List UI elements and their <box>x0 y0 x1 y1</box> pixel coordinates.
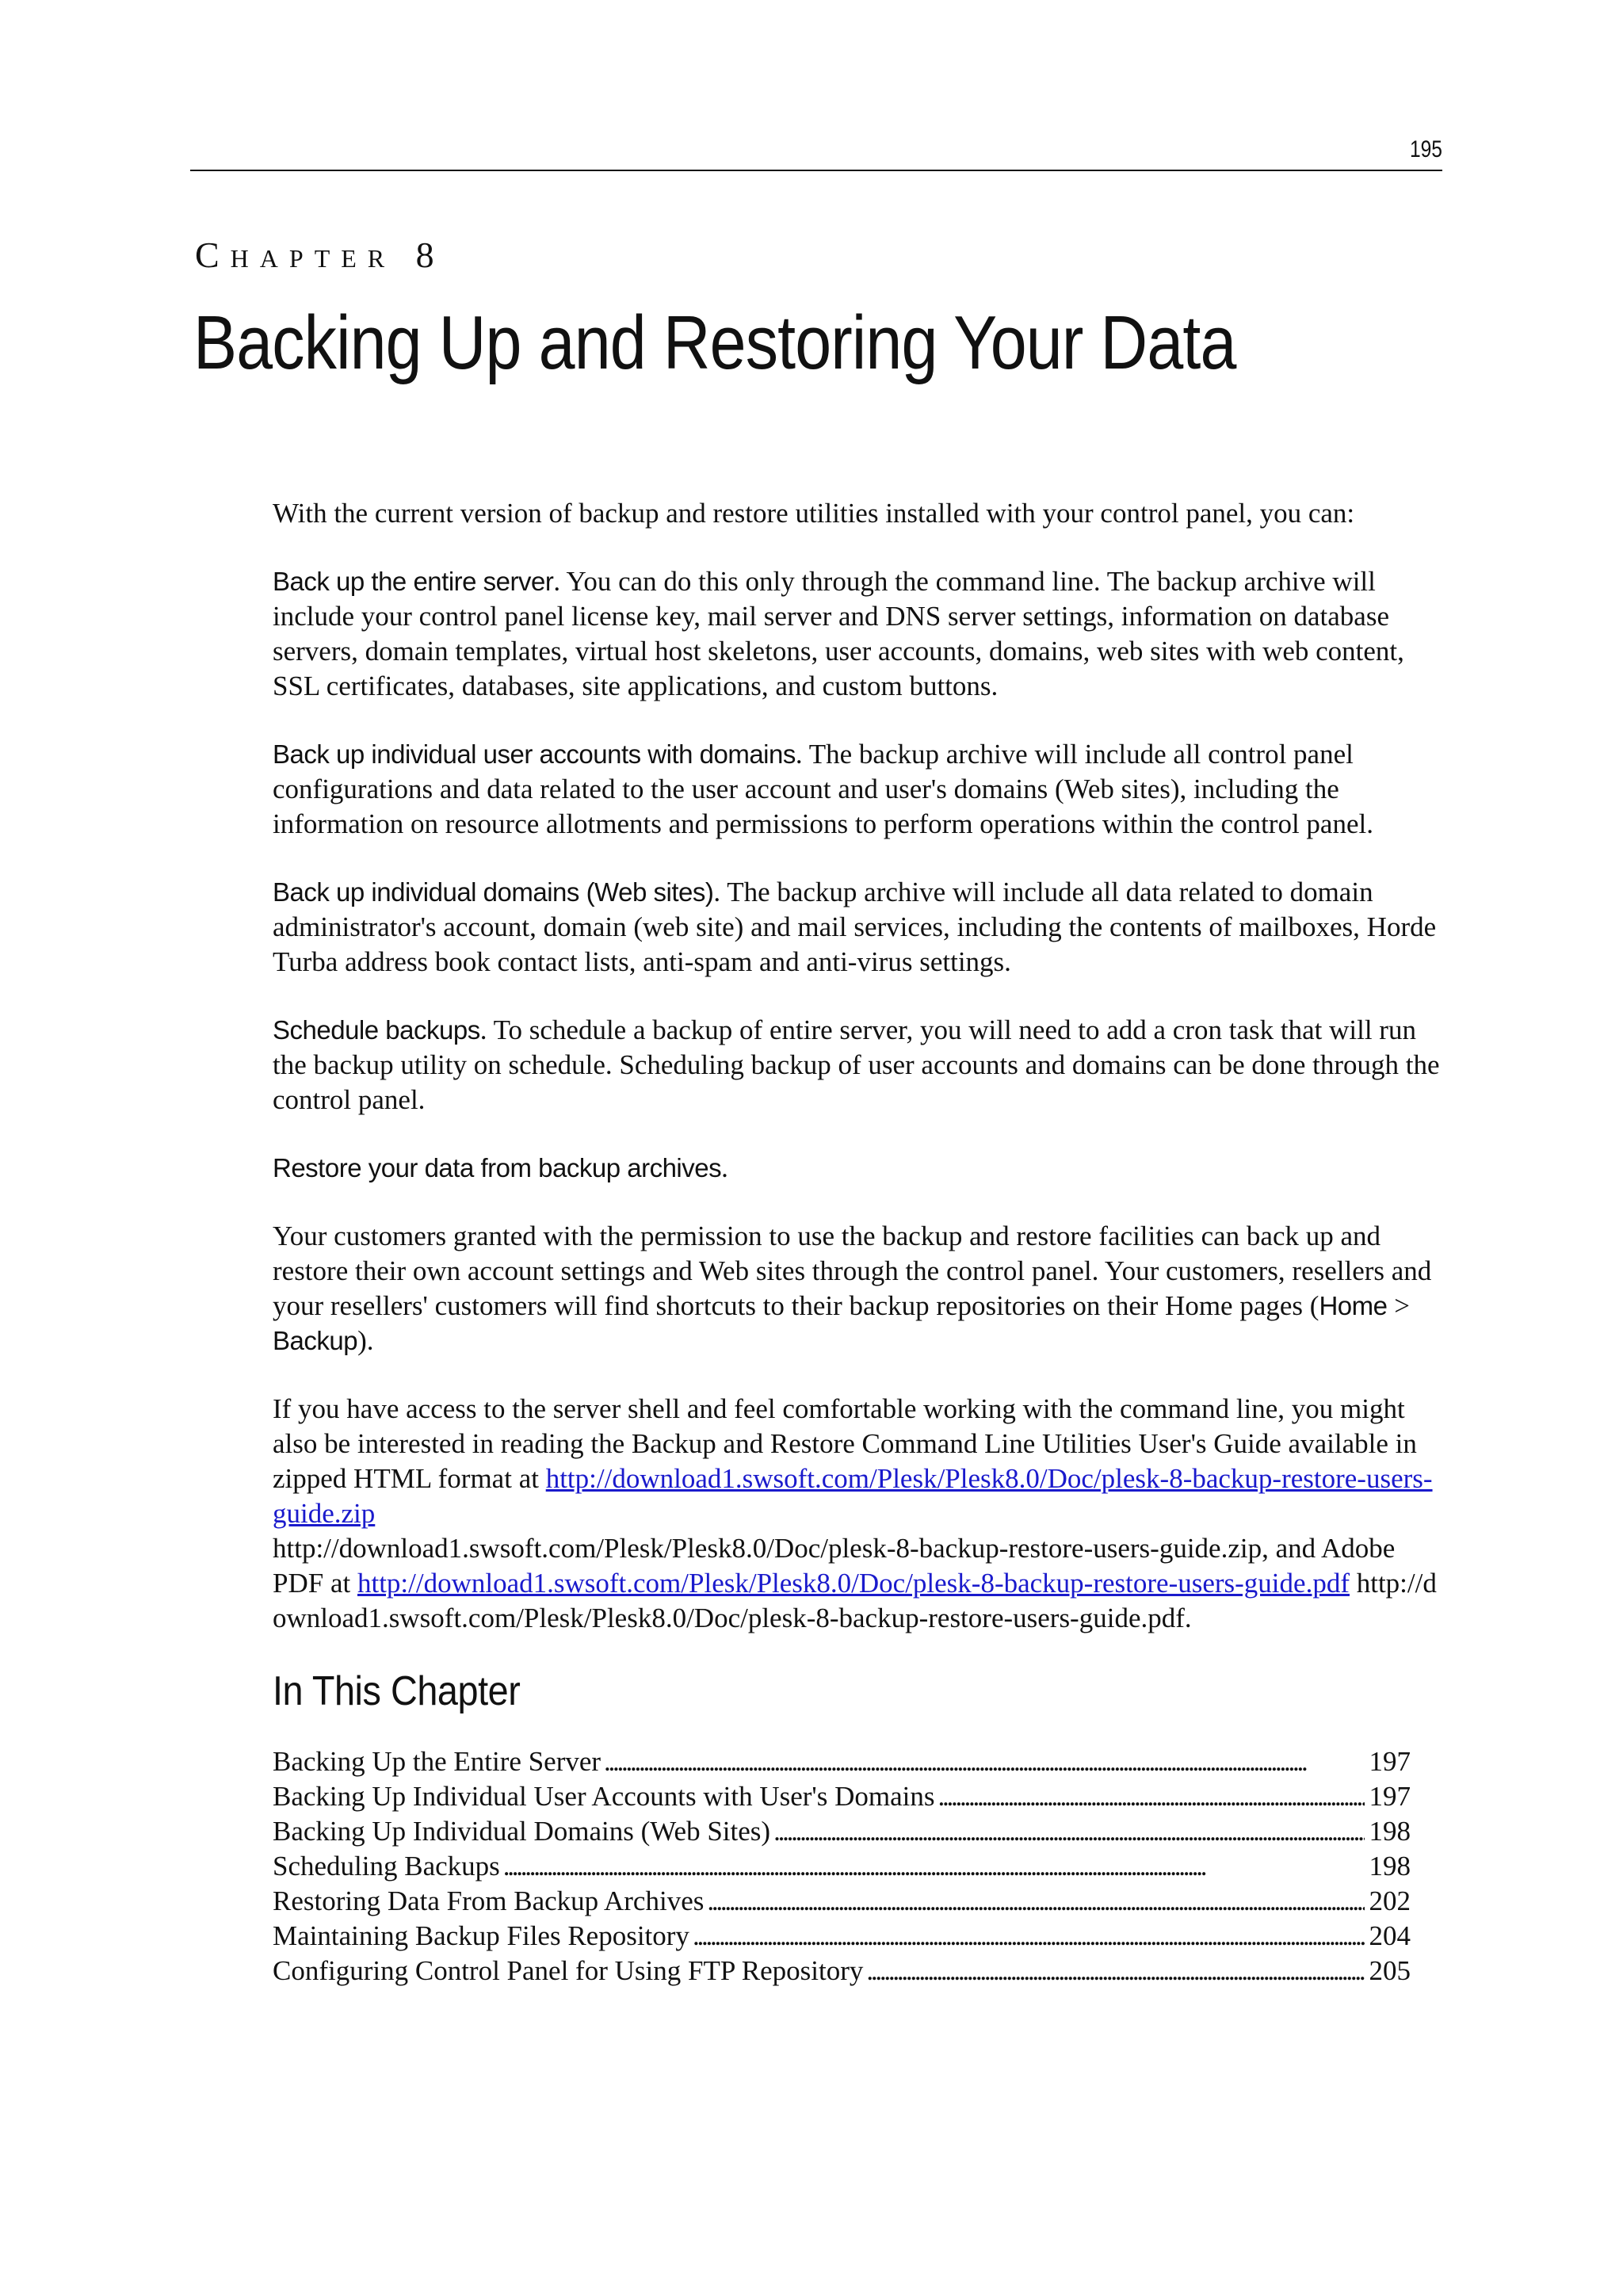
toc-entry-title: Backing Up Individual User Accounts with User's Domains <box>273 1781 935 1813</box>
pdf-guide-url-text: http://download1.swsoft.com/Plesk/Plesk8.0/Doc/plesk-8-backup-restore-users-guide.pdf <box>273 1568 1437 1633</box>
toc-entry-title: Restoring Data From Backup Archives <box>273 1885 705 1917</box>
feature-backup-user-accounts <box>273 737 1445 842</box>
nav-separator: > <box>1387 1290 1410 1321</box>
toc-entry-title: Backing Up Individual Domains (Web Sites) <box>273 1816 771 1847</box>
chapter-body <box>273 496 1445 1988</box>
toc-entry[interactable] <box>273 1779 1411 1814</box>
feature-term: Back up individual domains (Web sites) <box>273 877 714 907</box>
toc-entry-title: Maintaining Backup Files Repository <box>273 1920 689 1952</box>
intro-paragraph: With the current version of backup and restore utilities installed with your control panel, you can: <box>273 498 1355 529</box>
feature-description: . You can do this only through the command line. The backup archive will include your control panel license key, mail server and DNS server settings, information on database servers, domain templates, virtual host skeletons, user accounts, domains, web sites with web content, SSL certificates, databases, site applications, and custom buttons. <box>273 566 1404 701</box>
toc-entry-page: 205 <box>1369 1955 1411 1987</box>
toc-entry[interactable] <box>273 1919 1411 1954</box>
toc-dot-leader <box>503 1849 1365 1884</box>
feature-restore-data <box>273 1151 1445 1186</box>
toc-entry-page: 198 <box>1369 1816 1411 1847</box>
toc-dot-leader <box>693 1919 1365 1954</box>
toc-entry-page: 204 <box>1369 1920 1411 1952</box>
toc-entry-title: Scheduling Backups <box>273 1851 500 1882</box>
backup-nav-ref: Backup <box>273 1326 358 1355</box>
zip-guide-link[interactable]: http://download1.swsoft.com/Plesk/Plesk8.0/Doc/plesk-8-backup-restore-users-guide.zip <box>273 1463 1433 1529</box>
feature-term: Restore your data from backup archives <box>273 1153 722 1182</box>
chapter-title: Backing Up and Restoring Your Data <box>193 300 1236 385</box>
customers-paragraph <box>273 1219 1445 1358</box>
toc-entry-title: Backing Up the Entire Server <box>273 1746 601 1778</box>
feature-term: Back up individual user accounts with domains <box>273 739 796 769</box>
toc-dot-leader <box>773 1814 1364 1849</box>
toc-heading: In This Chapter <box>273 1668 521 1714</box>
shell-text: If you have access to the server shell and feel comfortable working with the command line, you might also be interested in reading the Backup and Restore Command Line Utilities User's Guide available in zipped HTML format at <box>273 1393 1417 1494</box>
toc-dot-leader <box>604 1744 1364 1779</box>
zip-guide-url-text: http://download1.swsoft.com/Plesk/Plesk8.0/Doc/plesk-8-backup-restore-users-guide.zip <box>273 1533 1262 1564</box>
feature-description: . The backup archive will include all data related to domain administrator's account, domain (web site) and mail services, including the contents of mailboxes, Horde Turba address book contact lists, anti-spam and anti-virus settings. <box>273 877 1437 977</box>
shell-paragraph <box>273 1392 1445 1636</box>
toc-entry[interactable] <box>273 1954 1411 1988</box>
feature-backup-domains <box>273 875 1445 980</box>
header-rule <box>190 170 1442 171</box>
pdf-guide-link[interactable]: http://download1.swsoft.com/Plesk/Plesk8.0/Doc/plesk-8-backup-restore-users-guide.pdf <box>357 1568 1350 1599</box>
toc-dot-leader <box>938 1779 1365 1814</box>
feature-description: . The backup archive will include all control panel configurations and data related to the user account and user's domains (Web sites), including the information on resource allotments and permissions to perform operations within the control panel. <box>273 739 1373 839</box>
customers-text: Your customers granted with the permission to use the backup and restore facilities can back up and restore their own account settings and Web sites through the control panel. Your customers, resellers and your resellers' customers will find shortcuts to their backup repositories on their Home pages ( <box>273 1221 1432 1321</box>
toc-entry-page: 197 <box>1369 1746 1411 1778</box>
toc-entry-page: 198 <box>1369 1851 1411 1882</box>
page-number: 195 <box>1409 136 1442 162</box>
feature-description: . To schedule a backup of entire server, you will need to add a cron task that will run the backup utility on schedule. Scheduling backup of user accounts and domains can be done through the control panel. <box>273 1014 1440 1115</box>
toc-dot-leader <box>866 1954 1364 1988</box>
shell-text-and: , and Adobe PDF at <box>273 1533 1396 1599</box>
toc-entry[interactable] <box>273 1884 1411 1919</box>
toc-entry-page: 202 <box>1369 1885 1411 1917</box>
toc-entry[interactable] <box>273 1744 1411 1779</box>
feature-schedule-backups <box>273 1013 1445 1117</box>
feature-description: . <box>721 1152 728 1183</box>
shell-text-end: . <box>1184 1603 1192 1633</box>
toc-list <box>273 1744 1411 1988</box>
feature-backup-server <box>273 564 1445 704</box>
chapter-label: Chapter 8 <box>195 235 445 275</box>
toc-entry-title: Configuring Control Panel for Using FTP Repository <box>273 1955 864 1987</box>
toc-entry[interactable] <box>273 1849 1411 1884</box>
feature-term: Back up the entire server <box>273 567 554 596</box>
feature-term: Schedule backups <box>273 1015 480 1045</box>
toc-entry-page: 197 <box>1369 1781 1411 1813</box>
toc-entry[interactable] <box>273 1814 1411 1849</box>
toc-dot-leader <box>707 1884 1364 1919</box>
customers-text-end: ). <box>357 1325 374 1356</box>
home-nav-ref: Home <box>1319 1291 1388 1320</box>
